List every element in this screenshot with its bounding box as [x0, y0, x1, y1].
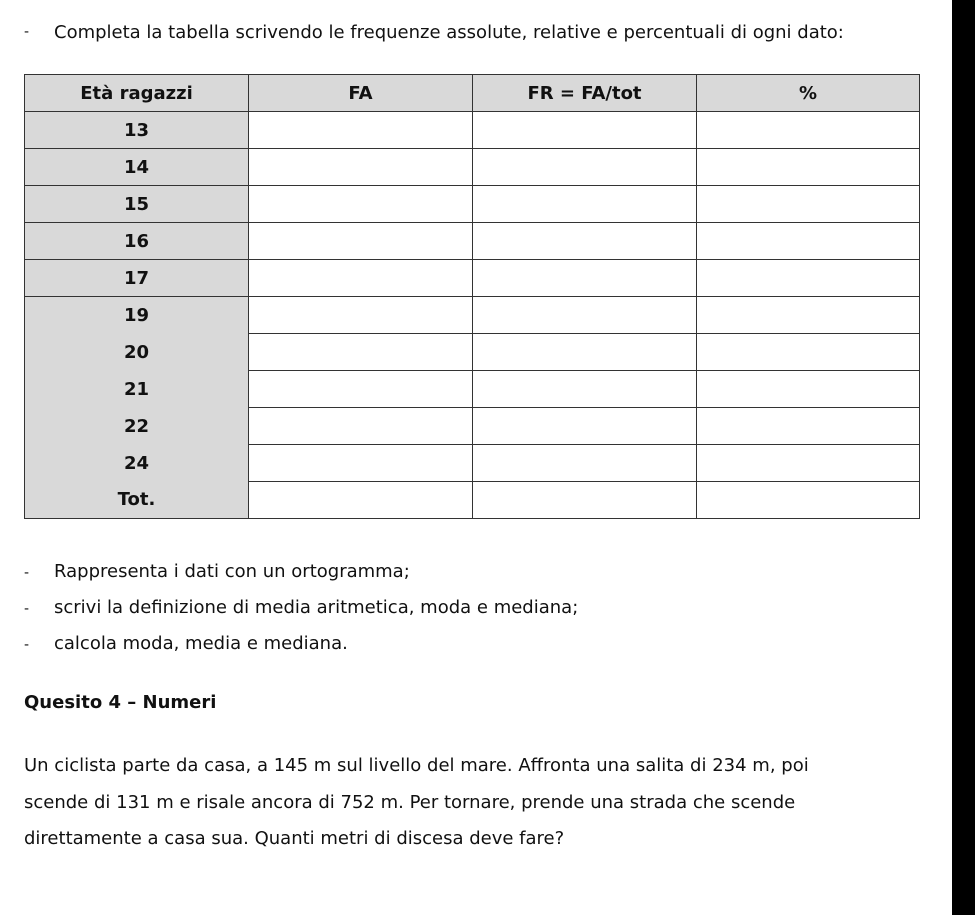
- fa-cell[interactable]: [249, 445, 473, 482]
- fa-cell[interactable]: [249, 223, 473, 260]
- bullet-dash: -: [24, 24, 30, 40]
- table-row: [25, 260, 920, 297]
- total-label-cell: Tot.: [25, 482, 249, 519]
- bullet-dash: -: [24, 637, 30, 653]
- fa-total-cell[interactable]: [249, 482, 473, 519]
- age-cell: 20: [25, 334, 249, 371]
- table-row: [25, 408, 920, 445]
- fr-cell[interactable]: [473, 260, 697, 297]
- fr-cell[interactable]: [473, 186, 697, 223]
- task-text: scrivi la definizione di media aritmetica, moda e mediana;: [54, 597, 579, 618]
- table-row: [25, 297, 920, 334]
- table-row: [25, 445, 920, 482]
- fa-cell[interactable]: [249, 408, 473, 445]
- percent-cell[interactable]: [697, 297, 920, 334]
- frequency-table: [24, 74, 920, 519]
- problem-line: Un ciclista parte da casa, a 145 m sul livello del mare. Affronta una salita di 234 m, poi: [24, 755, 809, 776]
- fr-cell[interactable]: [473, 112, 697, 149]
- table-row-total: [25, 482, 920, 519]
- table-row: [25, 186, 920, 223]
- table-row: [25, 149, 920, 186]
- task-item: [24, 595, 578, 622]
- percent-cell[interactable]: [697, 149, 920, 186]
- problem-line: direttamente a casa sua. Quanti metri di discesa deve fare?: [24, 828, 565, 849]
- fa-cell[interactable]: [249, 260, 473, 297]
- fa-cell[interactable]: [249, 149, 473, 186]
- fa-cell[interactable]: [249, 112, 473, 149]
- task-text: calcola moda, media e mediana.: [54, 633, 348, 654]
- age-cell: 14: [25, 149, 249, 186]
- fr-cell[interactable]: [473, 297, 697, 334]
- percent-cell[interactable]: [697, 260, 920, 297]
- bullet-dash: -: [24, 565, 30, 581]
- intro-text: Completa la tabella scrivendo le frequenze assolute, relative e percentuali di ogni dato:: [54, 22, 844, 43]
- fr-total-cell[interactable]: [473, 482, 697, 519]
- percent-cell[interactable]: [697, 445, 920, 482]
- age-cell: 13: [25, 112, 249, 149]
- bullet-dash: -: [24, 601, 30, 617]
- age-cell: 21: [25, 371, 249, 408]
- header-percent: %: [697, 75, 920, 112]
- age-cell: 24: [25, 445, 249, 482]
- fr-cell[interactable]: [473, 408, 697, 445]
- fr-cell[interactable]: [473, 223, 697, 260]
- fa-cell[interactable]: [249, 371, 473, 408]
- task-text: Rappresenta i dati con un ortogramma;: [54, 561, 410, 582]
- fr-cell[interactable]: [473, 334, 697, 371]
- problem-text: [24, 748, 914, 858]
- fr-cell[interactable]: [473, 371, 697, 408]
- fa-cell[interactable]: [249, 297, 473, 334]
- percent-cell[interactable]: [697, 112, 920, 149]
- percent-cell[interactable]: [697, 223, 920, 260]
- fr-cell[interactable]: [473, 445, 697, 482]
- table-row: [25, 223, 920, 260]
- percent-cell[interactable]: [697, 186, 920, 223]
- header-fa: FA: [249, 75, 473, 112]
- table-row: [25, 112, 920, 149]
- table-row: [25, 371, 920, 408]
- fr-cell[interactable]: [473, 149, 697, 186]
- fa-cell[interactable]: [249, 334, 473, 371]
- percent-cell[interactable]: [697, 371, 920, 408]
- table-row: [25, 334, 920, 371]
- question-title: Quesito 4 – Numeri: [24, 692, 217, 713]
- table-header-row: [25, 75, 920, 112]
- percent-cell[interactable]: [697, 334, 920, 371]
- age-cell: 17: [25, 260, 249, 297]
- task-item: [24, 631, 348, 658]
- problem-line: scende di 131 m e risale ancora di 752 m. Per tornare, prende una strada che scende: [24, 791, 796, 813]
- intro-instruction: [24, 19, 884, 46]
- header-age: Età ragazzi: [25, 75, 249, 112]
- age-cell: 19: [25, 297, 249, 334]
- age-cell: 22: [25, 408, 249, 445]
- percent-cell[interactable]: [697, 408, 920, 445]
- percent-total-cell[interactable]: [697, 482, 920, 519]
- age-cell: 16: [25, 223, 249, 260]
- header-fr: FR = FA/tot: [473, 75, 697, 112]
- age-cell: 15: [25, 186, 249, 223]
- fa-cell[interactable]: [249, 186, 473, 223]
- task-item: [24, 559, 410, 586]
